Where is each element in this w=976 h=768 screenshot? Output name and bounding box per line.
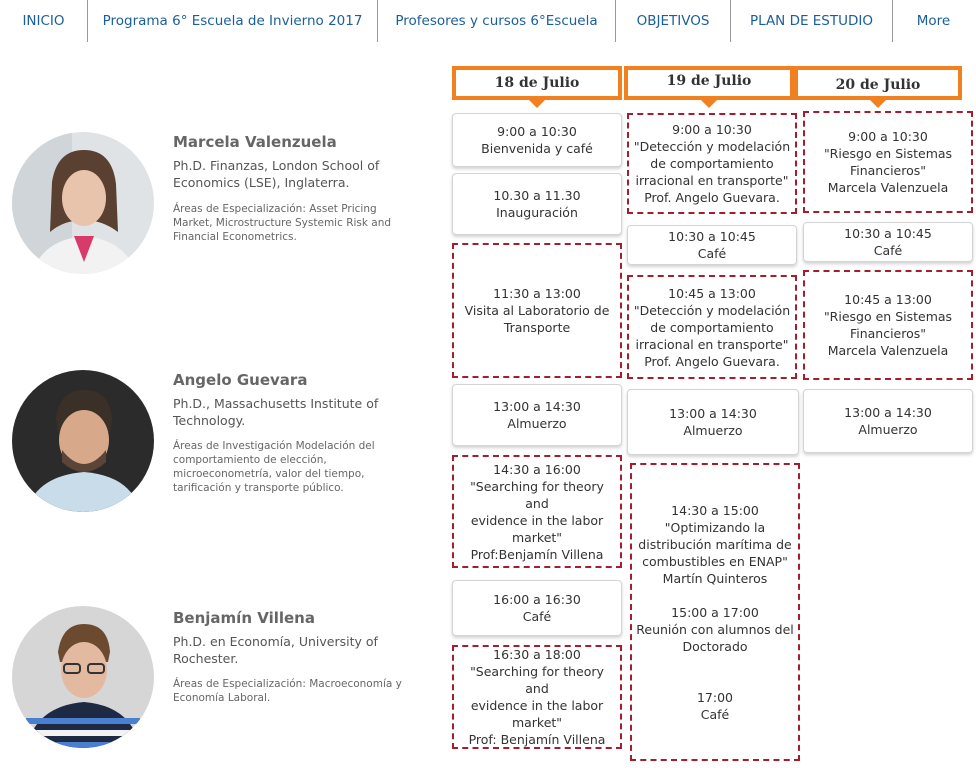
session-line: market" xyxy=(511,529,563,545)
profile-degree: Ph.D. en Economía, University of Rochester. xyxy=(173,634,378,666)
session-line: Prof. Angelo Guevara. xyxy=(644,353,780,369)
session-line: Prof:Benjamín Villena xyxy=(470,546,604,562)
session-line: Bienvenida y café xyxy=(481,141,593,156)
session-card xyxy=(627,225,797,265)
session-line: "Riesgo en Sistemas xyxy=(823,309,953,324)
session-line: Reunión con alumnos del xyxy=(636,621,794,637)
nav-label: PLAN DE ESTUDIO xyxy=(749,13,874,29)
down-arrow-icon xyxy=(528,99,546,108)
session-line: Visita al Laboratorio de xyxy=(464,303,610,318)
session-time: 16:30 a 18:00 xyxy=(493,647,581,662)
person-photo-icon xyxy=(12,606,154,748)
profile-name: Benjamín Villena xyxy=(173,609,315,627)
avatar xyxy=(12,606,154,748)
session-time: 13:00 a 14:30 xyxy=(844,405,932,420)
session-line: "Detección y modelación xyxy=(633,302,791,318)
session-line: irracional en transporte" xyxy=(635,336,789,352)
session-line: "Detección y modelación xyxy=(633,139,791,154)
session-card xyxy=(803,222,973,262)
session-line: "Searching for theory and xyxy=(470,478,604,511)
session-card xyxy=(627,389,799,455)
session-time: 10:30 a 10:45 xyxy=(668,229,756,244)
day-header-18-julio xyxy=(452,66,622,100)
session-line: "Riesgo en Sistemas xyxy=(823,146,953,161)
nav-item-more[interactable] xyxy=(893,0,974,42)
session-line: Marcela Valenzuela xyxy=(827,180,949,195)
session-line: Financieros" xyxy=(849,163,927,178)
nav-item-objetivos[interactable] xyxy=(616,0,731,42)
session-line: Café xyxy=(873,243,903,258)
session-line: Prof: Benjamín Villena xyxy=(468,732,606,747)
session-line: combustibles en ENAP" xyxy=(642,553,788,569)
session-time: 9:00 a 10:30 xyxy=(497,124,577,139)
session-line: Almuerzo xyxy=(683,423,743,438)
session-time: 13:00 a 14:30 xyxy=(493,399,581,414)
session-time: 14:30 a 16:00 xyxy=(493,461,581,477)
day-label: 20 de Julio xyxy=(835,77,921,93)
session-line: Almuerzo xyxy=(507,416,567,431)
nav-label: INICIO xyxy=(22,13,65,29)
session-time: 9:00 a 10:30 xyxy=(672,122,752,137)
session-line: evidence in the labor xyxy=(470,698,604,713)
nav-label: Profesores y cursos 6°Escuela xyxy=(395,13,598,29)
session-line: Inauguración xyxy=(496,205,578,220)
session-card xyxy=(803,111,973,213)
nav-item-profesores[interactable] xyxy=(378,0,616,42)
session-time: 10:30 a 10:45 xyxy=(844,226,932,241)
profile-areas: Áreas de Especialización: Macroeconomía y Economía Laboral. xyxy=(173,678,402,704)
avatar xyxy=(12,132,154,274)
profile-name: Marcela Valenzuela xyxy=(173,133,337,151)
session-time: 10:45 a 13:00 xyxy=(844,292,932,307)
profile-degree: Ph.D. Finanzas, London School of Economics (LSE), Inglaterra. xyxy=(173,158,380,190)
down-arrow-icon xyxy=(700,99,718,108)
down-arrow-icon xyxy=(869,99,887,108)
session-card xyxy=(452,645,622,749)
session-card xyxy=(452,243,622,378)
session-card xyxy=(452,580,622,636)
session-card xyxy=(452,173,622,235)
nav-item-programa[interactable] xyxy=(88,0,378,42)
session-line: market" xyxy=(511,715,563,730)
day-header-20-julio xyxy=(794,66,962,100)
session-line: Financieros" xyxy=(849,326,927,341)
session-line: de comportamiento xyxy=(650,319,774,335)
session-card xyxy=(452,455,622,568)
day-label: 19 de Julio xyxy=(666,73,752,89)
person-photo-icon xyxy=(12,370,154,512)
profile-areas: Áreas de Especialización: Asset Pricing Market, Microstructure Systemic Risk and Financial Econometrics. xyxy=(173,203,392,243)
session-line: irracional en transporte" xyxy=(635,173,789,188)
nav-item-plan-estudio[interactable] xyxy=(731,0,893,42)
profile-degree: Ph.D., Massachusetts Institute of Technology. xyxy=(173,396,379,428)
session-time: 16:00 a 16:30 xyxy=(493,592,581,607)
session-line: Martín Quinteros xyxy=(662,570,768,586)
day-label: 18 de Julio xyxy=(494,75,580,91)
nav-item-inicio[interactable] xyxy=(0,0,88,42)
session-card xyxy=(627,113,797,214)
session-line: de comportamiento xyxy=(650,156,774,171)
nav-label: OBJETIVOS xyxy=(636,13,710,29)
session-card xyxy=(452,113,622,167)
session-line: Café xyxy=(522,609,552,624)
session-line: distribución marítima de xyxy=(638,536,792,552)
session-card xyxy=(452,384,622,446)
top-nav xyxy=(0,0,976,42)
avatar xyxy=(12,370,154,512)
session-time: 13:00 a 14:30 xyxy=(669,406,757,421)
session-line: Café xyxy=(697,246,727,261)
session-line: "Optimizando la xyxy=(664,519,766,535)
session-line: Transporte xyxy=(503,320,571,335)
person-photo-icon xyxy=(12,132,154,274)
session-line: evidence in the labor xyxy=(470,512,604,528)
nav-label: More xyxy=(916,13,951,29)
session-card xyxy=(630,463,800,761)
session-card xyxy=(803,270,973,380)
session-time: 14:30 a 15:00 xyxy=(671,502,759,518)
session-card xyxy=(803,389,973,453)
session-line: Doctorado xyxy=(682,638,748,654)
session-time: 15:00 a 17:00 xyxy=(671,604,759,620)
session-card xyxy=(627,275,797,379)
session-line: Marcela Valenzuela xyxy=(827,343,949,358)
nav-label: Programa 6° Escuela de Invierno 2017 xyxy=(102,13,363,29)
profile-areas: Áreas de Investigación Modelación del comportamiento de elección, microeconometría, valor del tiempo, tarificación y transporte público. xyxy=(173,440,375,494)
session-time: 9:00 a 10:30 xyxy=(848,129,928,144)
day-header-19-julio xyxy=(624,66,794,100)
session-time: 11:30 a 13:00 xyxy=(493,286,581,301)
session-time: 17:00 xyxy=(696,689,734,705)
session-time: 10:45 a 13:00 xyxy=(668,285,756,301)
session-line: "Searching for theory and xyxy=(470,664,604,696)
session-line: Prof. Angelo Guevara. xyxy=(644,190,780,205)
profile-name: Angelo Guevara xyxy=(173,371,308,389)
session-line: Café xyxy=(700,706,730,722)
session-time: 10.30 a 11.30 xyxy=(493,188,581,203)
session-line: Almuerzo xyxy=(858,422,918,437)
